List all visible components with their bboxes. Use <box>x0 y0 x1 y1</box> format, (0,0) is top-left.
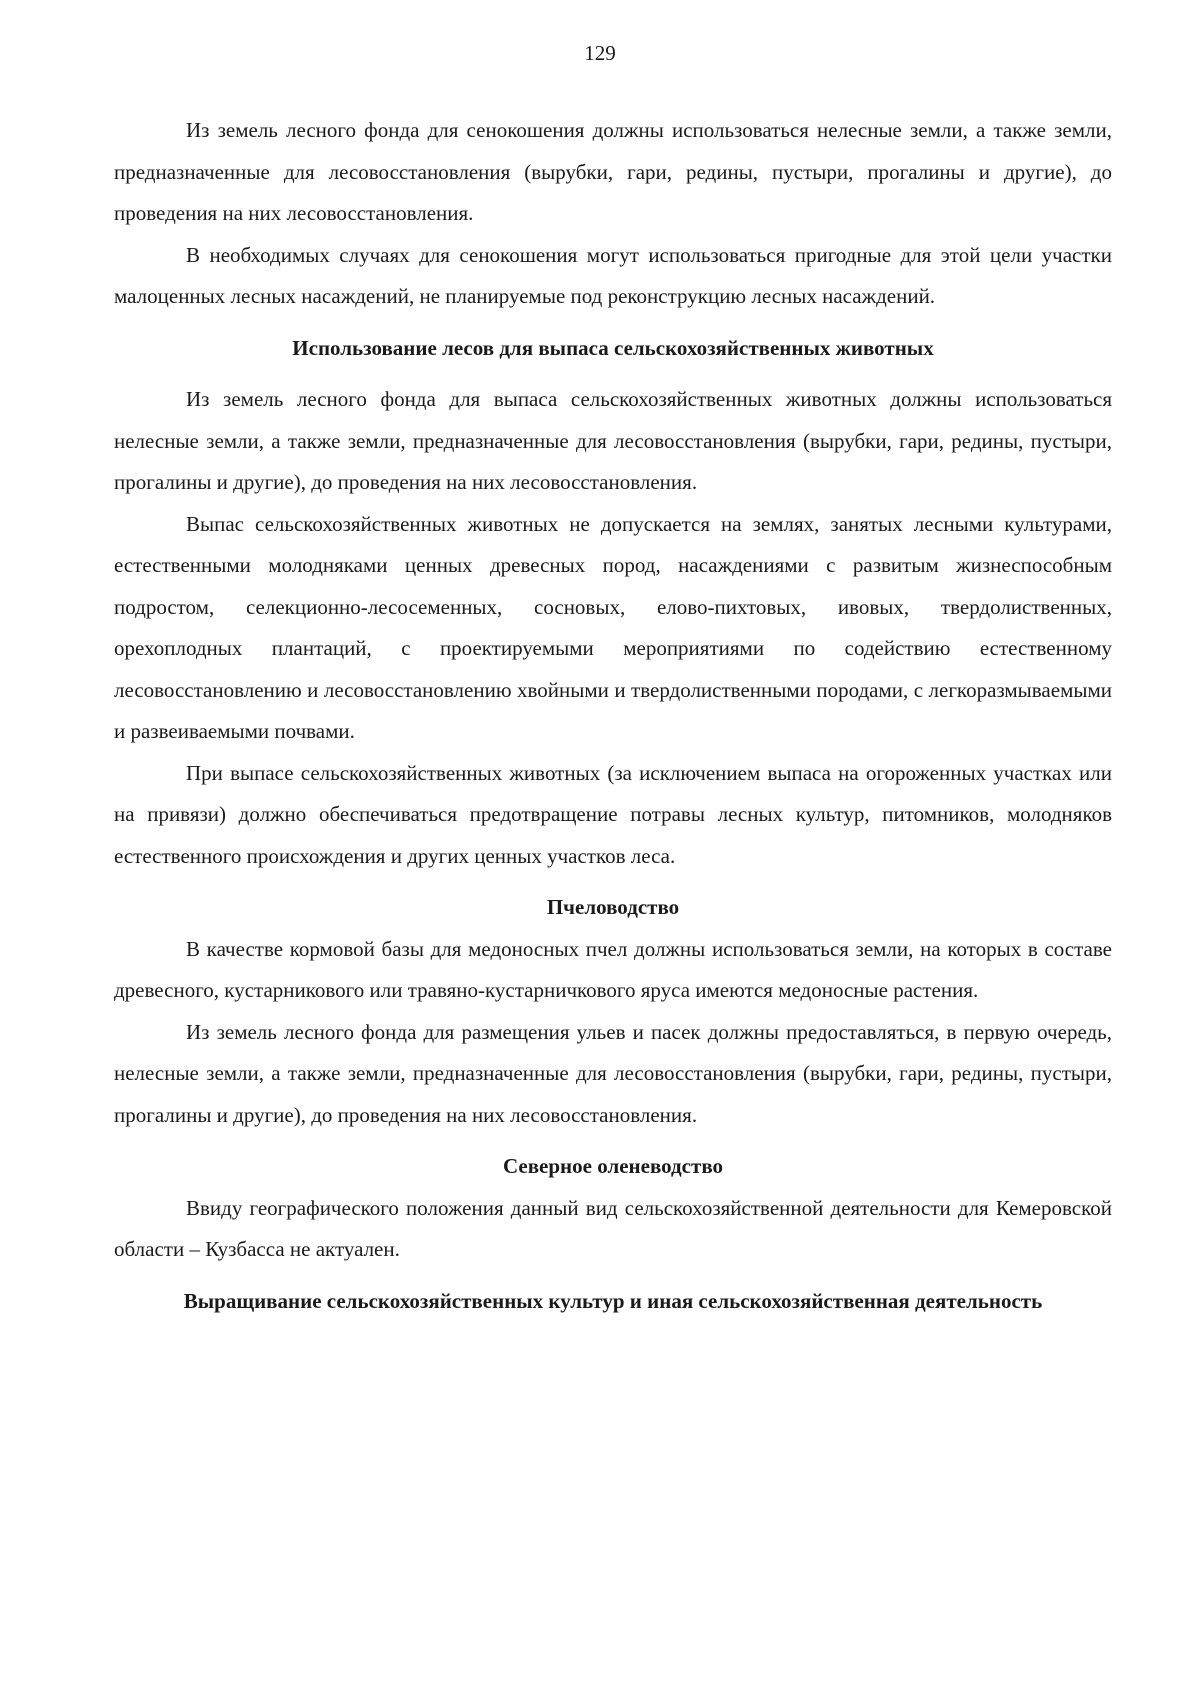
paragraph-grazing-lands: Из земель лесного фонда для выпаса сельскохозяйственных животных должны использоваться нелесные земли, а также земли, предназначенные для лесовосстановления (вырубки, гари, редины, пустыри, прогалины и другие), до проведения на них лесовосстановления. <box>114 387 1112 494</box>
paragraph-beekeeping-hives: Из земель лесного фонда для размещения ульев и пасек должны предоставляться, в первую очередь, нелесные земли, а также земли, предназначенные для лесовосстановления (вырубки, гари, редины, пустыри, прогалины и другие), до проведения на них лесовосстановления. <box>114 1019 1112 1127</box>
paragraph-beekeeping-forage: В качестве кормовой базы для медоносных пчел должны использоваться земли, на которых в составе древесного, кустарникового или травяно-кустарничкового яруса имеются медоносные растения. <box>114 936 1112 1002</box>
paragraph-haymaking-lands: Из земель лесного фонда для сенокошения должны использоваться нелесные земли, а также земли, предназначенные для лесовосстановления (вырубки, гари, редины, пустыри, прогалины и другие), до проведения на них лесовосстановления. <box>114 118 1112 225</box>
paragraph-grazing-prohibited: Выпас сельскохозяйственных животных не допускается на землях, занятых лесными культурами, естественными молодняками ценных древесных пород, насаждениями с развитым жизнеспособным подростом, селекционно-лесосеменных, сосновых, елово-пихтовых, ивовых, твердолиственных, орехоплодных плантаций, с проектируемыми мероприятиями по содействию естественному лесовосстановлению и лесовосстановлению хвойными и твердолиственными породами, с легкоразмываемыми и развеиваемыми почвами. <box>114 511 1112 743</box>
heading-grazing: Использование лесов для выпаса сельскохозяйственных животных <box>292 335 934 360</box>
heading-beekeeping: Пчеловодство <box>546 895 680 919</box>
paragraph-reindeer-herding: Ввиду географического положения данный вид сельскохозяйственной деятельности для Кемеровской области – Кузбасса не актуален. <box>114 1195 1112 1261</box>
page-body <box>114 110 1112 1322</box>
page-number: 129 <box>584 41 616 65</box>
paragraph-grazing-protection: При выпасе сельскохозяйственных животных (за исключением выпаса на огороженных участках или на привязи) должно обеспечиваться предотвращение потравы лесных культур, питомников, молодняков естественного происхождения и других ценных участков леса. <box>114 760 1112 868</box>
heading-reindeer-herding: Северное оленеводство <box>502 1154 724 1178</box>
heading-crop-cultivation: Выращивание сельскохозяйственных культур и иная сельскохозяйственная деятельность <box>183 1288 1043 1313</box>
paragraph-haymaking-low-value-stands: В необходимых случаях для сенокошения могут использоваться пригодные для этой цели участки малоценных лесных насаждений, не планируемые под реконструкцию лесных насаждений. <box>114 242 1112 308</box>
